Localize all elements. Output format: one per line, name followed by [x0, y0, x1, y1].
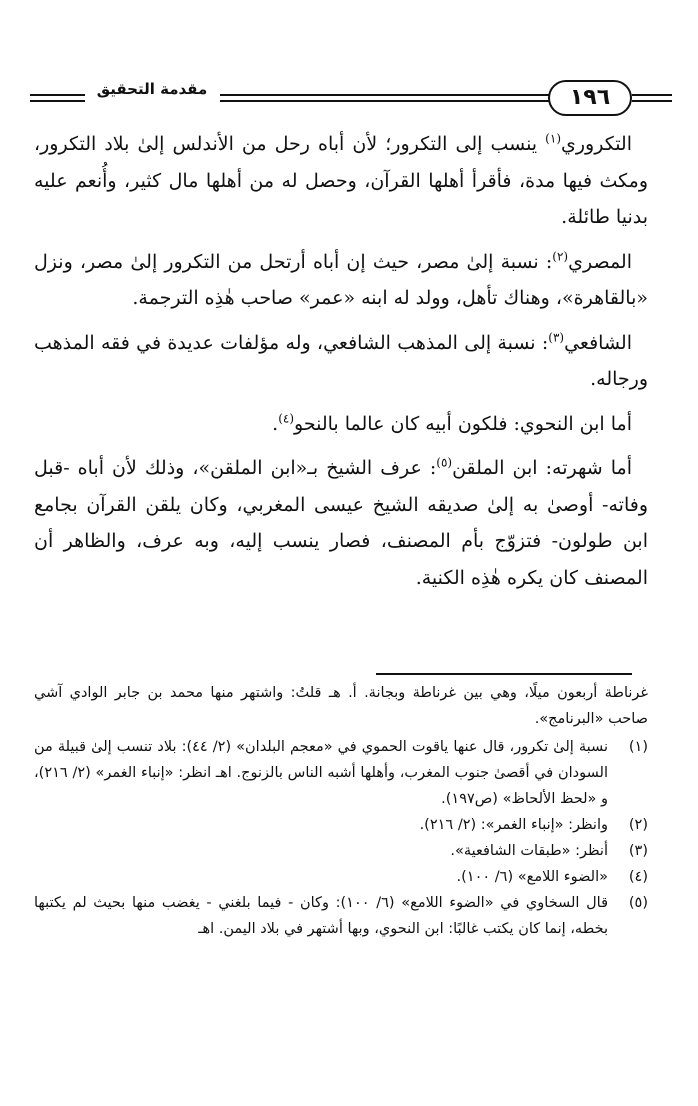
- paragraph: الشافعي$^{(٣)}$: نسبة إلى المذهب الشافعي، وله مؤلفات عديدة في فقه المذهب ورجاله.: [34, 330, 648, 390]
- footnote: [34, 812, 648, 838]
- footnote-number: (٤): [628, 869, 648, 885]
- footnote-number: (١): [628, 739, 648, 755]
- paragraph: أما ابن النحوي: فلكون أبيه كان عالما بالنحو$^{(٤)}$.: [272, 411, 632, 435]
- footnote-number: (٢): [628, 817, 648, 833]
- footnotes: [34, 680, 648, 942]
- footnote-separator: [376, 673, 632, 675]
- main-text: [34, 126, 648, 604]
- running-title: مقدمة التحقيق: [96, 80, 208, 98]
- footnote-text: نسبة إلىٰ تكرور، قال عنها ياقوت الحموي في «معجم البلدان» (٢/ ٤٤): بلاد تنسب إلىٰ قبيلة من السودان في أقصىٰ جنوب المغرب، وأهلها أشبه الناس بالزنوج. اهـ انظر: «إنباء الغمر» (٢/ ٢١٦)، و «لحظ الألحاظ» (ص١٩٧).: [34, 739, 608, 807]
- paragraph: المصري$^{(٢)}$: نسبة إلىٰ مصر، حيث إن أباه أرتحل من التكرور إلىٰ مصر، ونزل «بالقاهرة»، وهناك تأهل، وولد له ابنه «عمر» صاحب هٰذِه الترجمة.: [34, 249, 648, 309]
- header-rule: [30, 100, 85, 102]
- header-rule: [632, 100, 672, 102]
- footnote-text: وانظر: «إنباء الغمر»: (٢/ ٢١٦).: [419, 817, 608, 833]
- footnote-text: أنظر: «طبقات الشافعية».: [450, 843, 608, 859]
- page-header: [20, 78, 680, 128]
- footnote-ref: (٢): [552, 249, 569, 264]
- footnote-text: قال السخاوي في «الضوء اللامع» (٦/ ١٠٠): وكان - فيما بلغني - يغضب منها بحيث لم يكتبها بخطه، إنما كان يكتب غالبًا: ابن النحوي، وبها أشتهر في بلاد اليمن. اهـ: [34, 895, 608, 937]
- footnote-ref: (٣): [548, 330, 565, 345]
- header-rule: [30, 94, 85, 96]
- footnote-ref: (٥): [436, 455, 453, 470]
- footnote: [34, 890, 648, 942]
- header-rule: [632, 94, 672, 96]
- paragraph: أما شهرته: ابن الملقن$^{(٥)}$: عرف الشيخ بـ«ابن الملقن»، وذلك لأن أباه -قبل وفاته- أوصىٰ به إلىٰ صديقه الشيخ عيسى المغربي، وكان يلقن القرآن بجامع ابن طولون- فتزوّج بأم المصنف، فصار ينسب إليه، وبه عرف، والظاهر أن المصنف كان يكره هٰذِه الكنية.: [34, 455, 649, 589]
- footnote: [34, 864, 648, 890]
- footnote-number: (٣): [628, 843, 648, 859]
- header-rule: [220, 100, 560, 102]
- footnote-continuation: غرناطة أربعون ميلًا، وهي بين غرناطة وبجانة. أ. هـ قلتُ: واشتهر منها محمد بن جابر الوادي آشي صاحب «البرنامج».: [34, 685, 648, 727]
- footnote-ref: (١): [545, 131, 561, 146]
- footnote-ref: (٤): [278, 411, 295, 426]
- footnote: [34, 838, 648, 864]
- header-rule: [220, 94, 560, 96]
- paragraph: التكروري$^{(١)}$ ينسب إلى التكرور؛ لأن أباه رحل من الأندلس إلىٰ بلاد التكرور، ومكث فيها مدة، فأقرأ أهلها القرآن، وحصل له من أهلها مال كثير، وأُنعم عليه بدنيا طائلة.: [34, 131, 648, 228]
- footnote-text: «الضوء اللامع» (٦/ ١٠٠).: [456, 869, 608, 885]
- page-number: ١٩٦: [548, 80, 632, 116]
- footnote-number: (٥): [628, 895, 648, 911]
- footnote: [34, 734, 648, 812]
